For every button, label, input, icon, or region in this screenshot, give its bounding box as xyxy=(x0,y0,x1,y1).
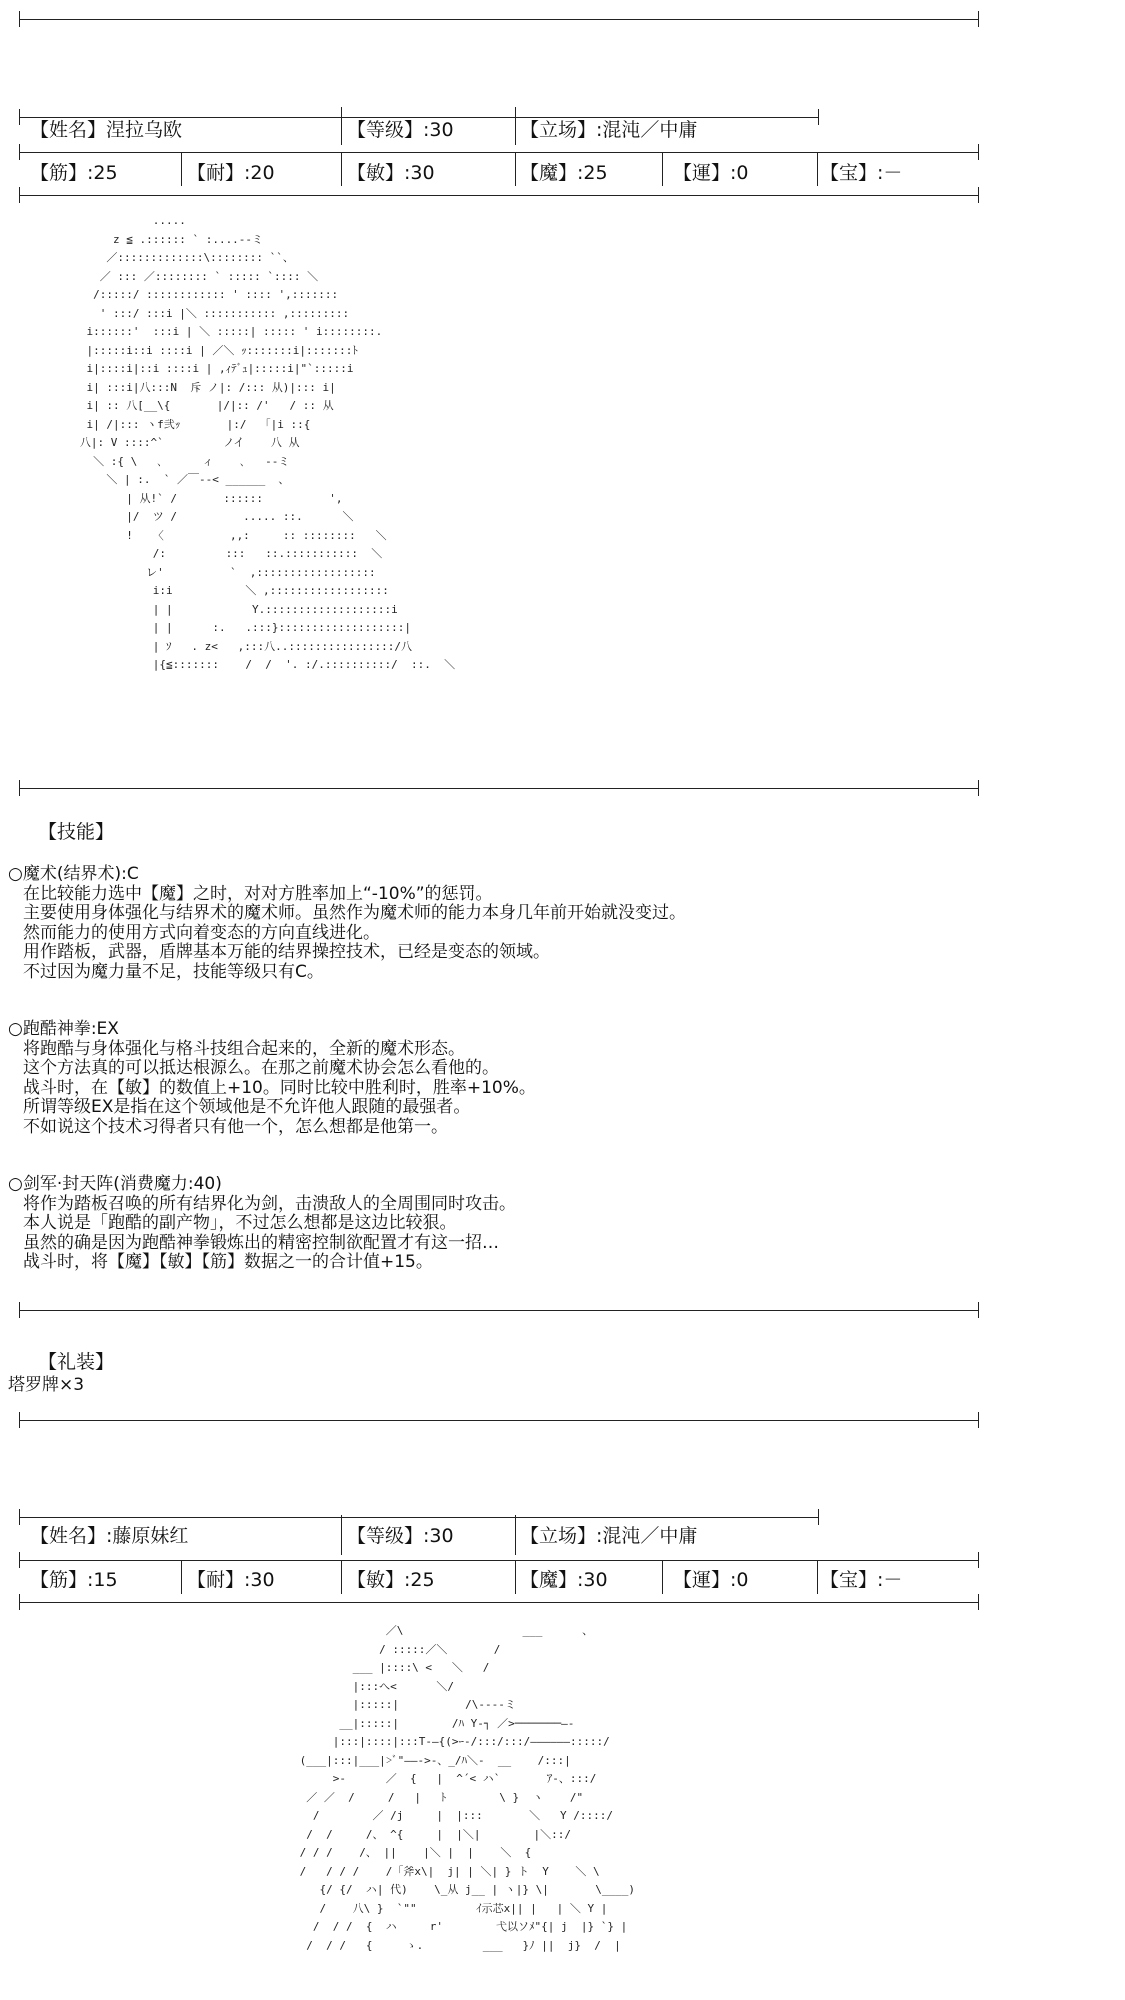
char1-stat-agi: 【敏】:30 xyxy=(347,162,435,184)
skills-title: 【技能】 xyxy=(38,821,115,843)
char2-stat-sep-1 xyxy=(181,1560,182,1594)
char2-stat-sep-4 xyxy=(662,1560,663,1594)
char2-header-underline xyxy=(19,1517,819,1518)
skill-desc-line: 主要使用身体强化与结界术的魔术师。虽然作为魔术师的能力本身几年前开始就没变过。 xyxy=(23,903,686,923)
char1-alignment: 【立场】:混沌／中庸 xyxy=(520,119,698,141)
char1-stat-sep-2 xyxy=(341,152,342,186)
skill-desc-line: 本人说是「跑酷的副产物」，不过怎么想都是这边比较狠。 xyxy=(23,1213,457,1233)
char2-stat-sep-5 xyxy=(817,1560,818,1594)
char1-stats-topline xyxy=(19,152,979,153)
char1-name: 【姓名】涅拉乌欧 xyxy=(30,119,183,141)
char2-ascii-art: ／\ ___ 、 / :::::／＼ / ___ |::::\ < ＼ / |:::へ< ＼/ |:::::| /\--‐‐ミ __|:::::| /ﾊ Y‐┐ ／>───────―- |:::|::::|:::T‐―{(>ｰ‐/:::/:::/――――――:::::/ (___|:::|___|>ﾞ"――‐>-、_/ﾊ＼- __ /:::| >- ／ { | ^´< ハ` ｱ-、:::/ ／ ／ / / | ﾄ \ } ヽ /" / ／ /j | |::: ＼ Y /::::/ / / /、 ^{ | |＼| |＼::/ / / / /、 || |＼ | | ＼ { / / / / /「斧x\| j| | ＼| } ト Y ＼ \ {/ {/ ハ| 代) \_从 j__ | ヽ|} \| \____) / 八\ } `"" ｲ示芯x|| | | ＼ Y | / / / { ハ r' 弋以ソﾒ"{| j |} `} | / / / { ゝ. ___ }ﾉ || j} / | xyxy=(299,1624,635,1952)
char2-level: 【等级】:30 xyxy=(347,1525,454,1547)
skill-sword-army xyxy=(8,1175,1008,1273)
skill-desc-line: 虽然的确是因为跑酷神拳锻炼出的精密控制欲配置才有这一招… xyxy=(23,1232,499,1253)
char1-stat-luck: 【運】:0 xyxy=(673,162,749,184)
skill-desc-line: 在比较能力选中【魔】之时，对对方胜率加上“-10%”的惩罚。 xyxy=(23,883,493,904)
char2-stats-bottomline xyxy=(19,1602,979,1603)
char1-stat-sep-3 xyxy=(515,152,516,186)
char2-alignment: 【立场】:混沌／中庸 xyxy=(520,1525,698,1547)
skill-name: ○魔术(结界术):C xyxy=(8,864,139,884)
skill-desc-line: 将作为踏板召唤的所有结界化为剑，击溃敌人的全周围同时攻击。 xyxy=(23,1193,516,1214)
skill-magecraft xyxy=(8,865,1008,982)
char1-stat-sep-1 xyxy=(181,152,182,186)
char1-stat-end: 【耐】:20 xyxy=(187,162,275,184)
skill-name: ○跑酷神拳:EX xyxy=(8,1019,119,1039)
skill-name: ○剑军·封天阵(消费魔力:40) xyxy=(8,1174,222,1194)
divider-after-art xyxy=(19,788,979,789)
skill-desc-line: 不过因为魔力量不足，技能等级只有C。 xyxy=(23,961,324,982)
divider-top xyxy=(19,19,979,20)
char1-stat-mag: 【魔】:25 xyxy=(520,162,608,184)
char2-stat-sep-2 xyxy=(341,1560,342,1594)
char1-stat-sep-4 xyxy=(662,152,663,186)
skill-desc-line: 然而能力的使用方式向着变态的方向直线进化。 xyxy=(23,922,380,943)
divider-after-equipment xyxy=(19,1420,979,1421)
char2-stat-end: 【耐】:30 xyxy=(187,1569,275,1591)
skill-desc-line: 所谓等级EX是指在这个领域他是不允许他人跟随的最强者。 xyxy=(23,1097,471,1117)
char2-stats-topline xyxy=(19,1560,979,1561)
char1-stat-np: 【宝】:－ xyxy=(820,162,903,184)
char1-header-sep-1 xyxy=(341,107,342,145)
char2-name: 【姓名】:藤原妹红 xyxy=(30,1525,189,1547)
char1-level: 【等级】:30 xyxy=(347,119,454,141)
skill-desc-line: 这个方法真的可以抵达根源么。在那之前魔术协会怎么看他的。 xyxy=(23,1058,499,1078)
equipment-title: 【礼装】 xyxy=(38,1351,115,1373)
char2-header-sep-1 xyxy=(341,1515,342,1555)
char2-stat-luck: 【運】:0 xyxy=(673,1569,749,1591)
skill-desc-line: 用作踏板，武器，盾牌基本万能的结界操控技术，已经是变态的领域。 xyxy=(23,942,550,962)
char2-header-sep-2 xyxy=(515,1515,516,1555)
char2-stat-np: 【宝】:－ xyxy=(820,1569,903,1591)
char1-stats-bottomline xyxy=(19,195,979,196)
char1-ascii-art: ..... z ≦ .:::::: ` :....--ミ ／:::::::::::::\:::::::: ``、 ／ ::: ／:::::::: ` ::::: `:::: ＼ /:::::/ :::::::::::: ' :::: ',::::::: ' :::/ :::i |＼ ::::::::::: ,::::::::: i::::::' :::i | ＼ :::::| ::::: ' i::::::::. |:::::i::i ::::i | ／＼ ｯ:::::::i|:::::::ﾄ i|::::i|::i ::::i | ,ｨﾃﾞｭ|:::::i|"`:::::i i| :::i|八:::N 斥 ノ|: /::: 从)|::: i| i| :: 八[__\{ |/|:: /' / :: 从 i| /|::: ヽf弐ｯ |:/ 「|i ::{ 八|: V ::::^` ノイ 八 从 ＼ :{ \ ､ ィ ､ --ミ ＼ | :. ` ／￣--< ______ 、 | 从!` / :::::: ', |/ ツ / ..... ::. ＼ ! 〈 ,,: :: :::::::: ＼ /: ::: ::.::::::::::: ＼ レ' ` ,:::::::::::::::::: i:i ＼ ,:::::::::::::::::: | | Y.:::::::::::::::::::i | | :. .:::}:::::::::::::::::::| | ｿ . z< ,:::八..::::::::::::::::/八 |{≦::::::: / / '. :/.::::::::::/ ::. ＼ xyxy=(79,214,456,671)
char1-header-sep-2 xyxy=(515,107,516,145)
divider-after-skills xyxy=(19,1310,979,1311)
skill-desc-line: 战斗时，将【魔】【敏】【筋】数据之一的合计值+15。 xyxy=(23,1252,433,1272)
equipment-item: 塔罗牌×3 xyxy=(8,1375,85,1395)
char2-stat-agi: 【敏】:25 xyxy=(347,1569,435,1591)
char1-stat-str: 【筋】:25 xyxy=(30,162,118,184)
char2-stat-str: 【筋】:15 xyxy=(30,1569,118,1591)
char1-stat-sep-5 xyxy=(817,152,818,186)
char2-stat-sep-3 xyxy=(515,1560,516,1594)
skill-parkour-fist xyxy=(8,1020,1008,1137)
skill-desc-line: 战斗时，在【敏】的数值上+10。同时比较中胜利时，胜率+10%。 xyxy=(23,1077,536,1098)
char2-stat-mag: 【魔】:30 xyxy=(520,1569,608,1591)
skill-desc-line: 不如说这个技术习得者只有他一个，怎么想都是他第一。 xyxy=(23,1116,448,1137)
skill-desc-line: 将跑酷与身体强化与格斗技组合起来的，全新的魔术形态。 xyxy=(23,1038,465,1059)
